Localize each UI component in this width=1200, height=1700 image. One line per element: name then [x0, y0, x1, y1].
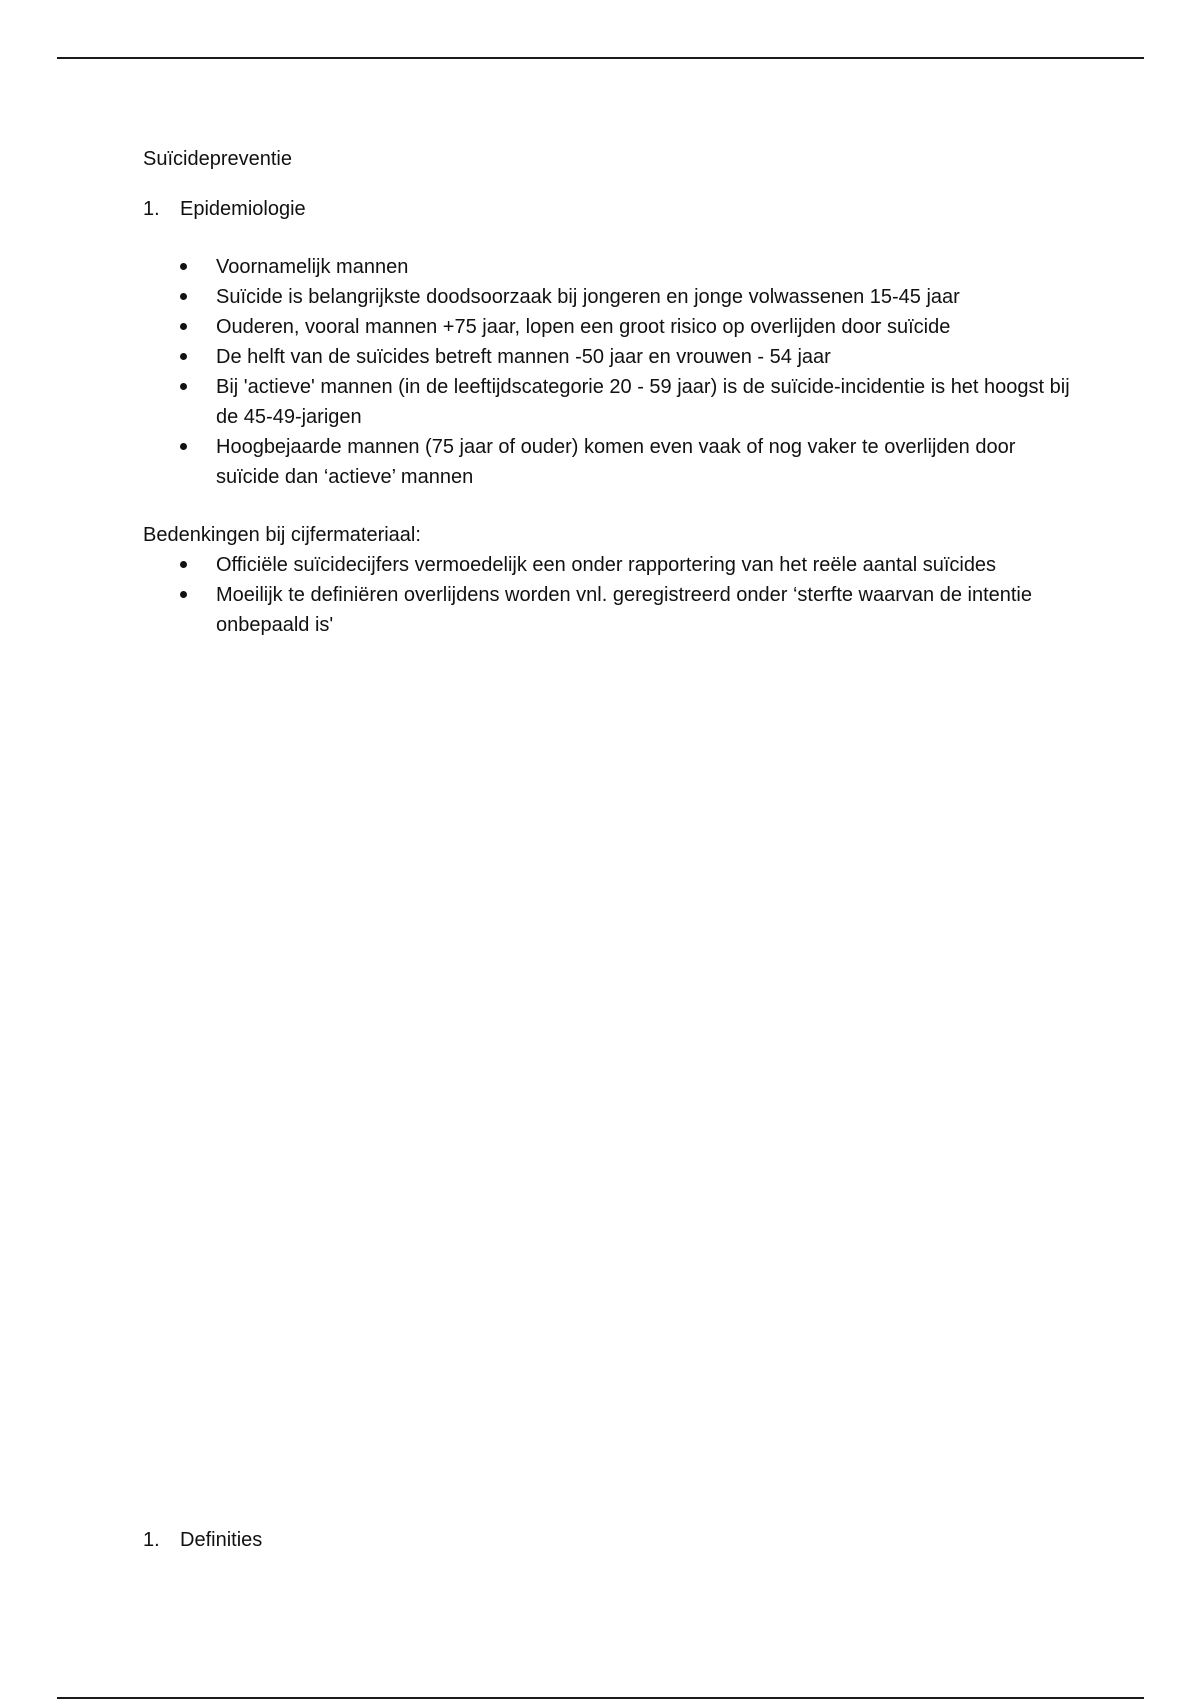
bullet-icon — [180, 252, 216, 282]
page-top-rule — [57, 57, 1144, 59]
list-item — [180, 252, 1073, 282]
list-item-text: Officiële suïcidecijfers vermoedelijk een onder rapportering van het reële aantal suïcides — [216, 554, 997, 576]
list-item — [180, 372, 1073, 432]
list-item — [180, 282, 1073, 312]
notes-heading: Bedenkingen bij cijfermateriaal: — [143, 524, 421, 546]
bullet-icon — [180, 550, 216, 580]
list-item-text: Moeilijk te definiëren overlijdens worden vnl. geregistreerd onder ‘sterfte waarvan de intentie onbepaald is' — [216, 584, 1032, 636]
bullet-icon — [180, 282, 216, 312]
bullet-icon — [180, 342, 216, 372]
list-item-text: Voornamelijk mannen — [216, 256, 409, 278]
section-number: 1. — [143, 198, 160, 220]
page-bottom-rule — [57, 1697, 1144, 1699]
list-item-text: De helft van de suïcides betreft mannen -50 jaar en vrouwen - 54 jaar — [216, 346, 831, 368]
notes-bullet-list — [180, 550, 1073, 640]
document-body — [143, 144, 1073, 640]
bullet-icon — [180, 312, 216, 342]
list-item — [180, 342, 1073, 372]
list-item — [180, 580, 1073, 640]
bullet-icon — [180, 580, 216, 640]
document-title: Suïcidepreventie — [143, 148, 292, 170]
list-item-text: Hoogbejaarde mannen (75 jaar of ouder) komen even vaak of nog vaker te overlijden door suïcide dan ‘actieve’ mannen — [216, 436, 1016, 488]
list-item — [180, 432, 1073, 492]
epidemiology-bullet-list — [180, 252, 1073, 492]
list-item-text: Ouderen, vooral mannen +75 jaar, lopen een groot risico op overlijden door suïcide — [216, 316, 951, 338]
list-item-text: Suïcide is belangrijkste doodsoorzaak bij jongeren en jonge volwassenen 15-45 jaar — [216, 286, 960, 308]
section-heading-text: Epidemiologie — [180, 198, 306, 220]
section-heading-epidemiologie — [143, 194, 1073, 224]
section-heading-definities — [143, 1525, 262, 1555]
list-item-text: Bij 'actieve' mannen (in de leeftijdscategorie 20 - 59 jaar) is de suïcide-incidentie is het hoogst bij de 45-49-jarigen — [216, 376, 1070, 428]
list-item — [180, 312, 1073, 342]
bullet-icon — [180, 372, 216, 432]
bullet-icon — [180, 432, 216, 492]
section-number: 1. — [143, 1529, 160, 1551]
list-item — [180, 550, 1073, 580]
section-heading-text: Definities — [180, 1529, 263, 1551]
